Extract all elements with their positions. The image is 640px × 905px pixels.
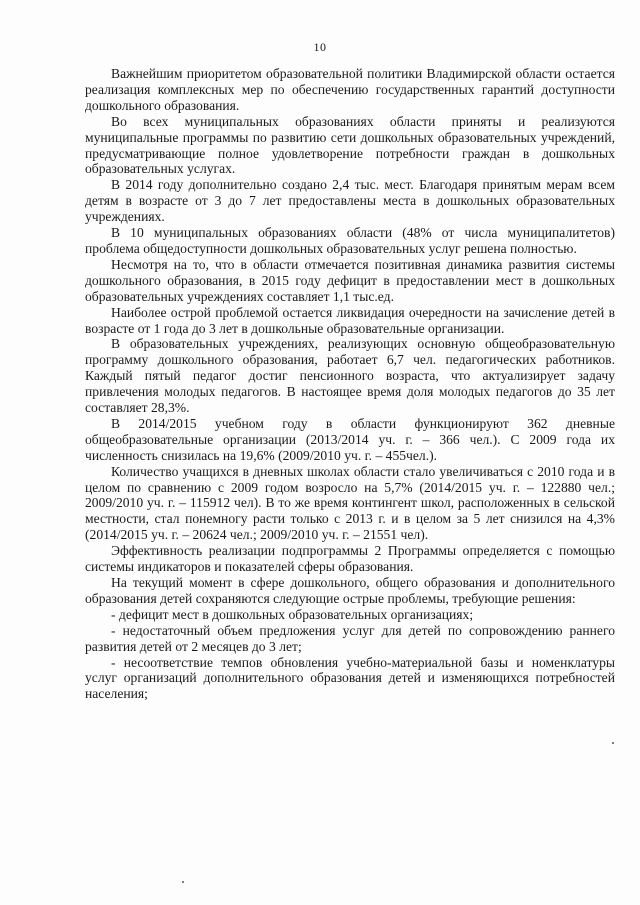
scan-speck bbox=[182, 881, 184, 883]
paragraph-municipalities: В 10 муниципальных образованиях области (48% от числа муниципалитетов) проблема общедоступности дошкольных образовательных услуг решена полностью. bbox=[85, 225, 615, 256]
body-text bbox=[85, 66, 615, 702]
paragraph-municipal-programs: Во всех муниципальных образованиях области приняты и реализуются муниципальные программы по развитию сети дошкольных образовательных учреждений, предусматривающие полное удовлетворение потребности граждан в дошкольных образовательных услугах. bbox=[85, 113, 615, 177]
paragraph-deficit: Несмотря на то, что в области отмечается позитивная динамика развития системы дошкольного образования, в 2015 году дефицит в предоставлении мест в дошкольных образовательных учреждениях составляет 1,1 тыс.ед. bbox=[85, 256, 615, 304]
paragraph-teachers: В образовательных учреждениях, реализующих основную общеобразовательную программу дошкольного образования, работает 6,7 чел. педагогических работников. Каждый пятый педагог достиг пенсионного возраста, что актуализирует задачу привлечения молодых педагогов. В настоящее время доля молодых педагогов до 35 лет составляет 28,3%. bbox=[85, 336, 615, 416]
list-item: - дефицит мест в дошкольных образовательных организациях; bbox=[111, 606, 474, 622]
paragraph-problems-intro: На текущий момент в сфере дошкольного, общего образования и дополнительного образования детей сохраняются следующие острые проблемы, требующие решения: bbox=[85, 575, 615, 606]
paragraph-students-count: Количество учащихся в дневных школах области стало увеличиваться с 2010 года и в целом по сравнению с 2009 годом возросло на 5,7% (2014/2015 уч. г. – 122880 чел.; 2009/2010 уч. г. – 115912 чел). В то же время контингент школ, расположенных в сельской местности, стал понемногу расти только с 2013 г. и в целом за 5 лет снизился на 4,3% (2014/2015 уч. г. – 20624 чел.; 2009/2010 уч. г. – 21551 чел). bbox=[85, 463, 615, 543]
list-item: - недостаточный объем предложения услуг для детей по сопровождению раннего развития детей от 2 месяцев до 3 лет; bbox=[85, 622, 615, 654]
paragraph-priority: Важнейшим приоритетом образовательной политики Владимирской области остается реализация комплексных мер по обеспечению государственных гарантий доступности дошкольного образования. bbox=[85, 66, 615, 113]
paragraph-queue: Наиболее острой проблемой остается ликвидация очередности на зачисление детей в возрасте от 1 года до 3 лет в дошкольные образовательные организации. bbox=[85, 304, 615, 336]
paragraph-effectiveness: Эффективность реализации подпрограммы 2 Программы определяется с помощью системы индикаторов и показателей сферы образования. bbox=[85, 543, 615, 575]
paragraph-new-places: В 2014 году дополнительно создано 2,4 тыс. мест. Благодаря принятым мерам всем детям в возрасте от 3 до 7 лет предоставлены места в дошкольных образовательных учреждениях. bbox=[85, 177, 615, 225]
scan-speck bbox=[612, 742, 614, 744]
list-item: - несоответствие темпов обновления учебно-материальной базы и номенклатуры услуг организаций дополнительного образования детей и изменяющихся потребностей населения; bbox=[85, 654, 615, 702]
paragraph-schools-count: В 2014/2015 учебном году в области функционируют 362 дневные общеобразовательные организации (2013/2014 уч. г. – 366 чел.). С 2009 года их численность снизилась на 19,6% (2009/2010 уч. г. – 455чел.). bbox=[85, 415, 615, 463]
page-number: 10 bbox=[313, 40, 327, 54]
